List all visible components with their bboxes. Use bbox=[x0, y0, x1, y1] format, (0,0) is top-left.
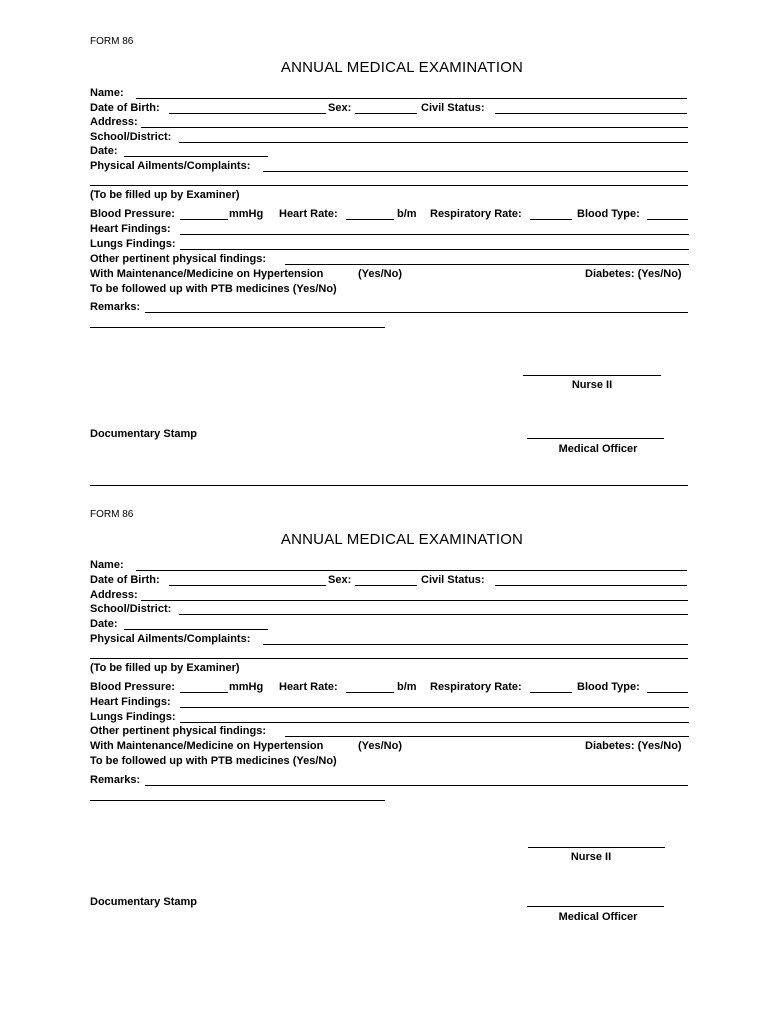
nurse-label: Nurse II bbox=[571, 379, 613, 391]
ailments-label: Physical Ailments/Complaints: bbox=[90, 160, 251, 172]
hypertension-label: With Maintenance/Medicine on Hypertension bbox=[90, 268, 324, 280]
other-findings-field[interactable] bbox=[285, 736, 689, 737]
rr-label: Respiratory Rate: bbox=[430, 208, 522, 220]
civil-status-field[interactable] bbox=[495, 585, 687, 586]
school-label: School/District: bbox=[90, 131, 172, 143]
dob-field[interactable] bbox=[169, 585, 326, 586]
diabetes-label: Diabetes: (Yes/No) bbox=[585, 740, 682, 752]
date-label: Date: bbox=[90, 618, 118, 630]
address-field[interactable] bbox=[141, 127, 688, 128]
sex-field[interactable] bbox=[355, 113, 417, 114]
hr-label: Heart Rate: bbox=[279, 681, 338, 693]
remarks-field-2[interactable] bbox=[90, 327, 385, 328]
civil-status-field[interactable] bbox=[495, 113, 687, 114]
date-label: Date: bbox=[90, 145, 118, 157]
blood-type-label: Blood Type: bbox=[577, 681, 640, 693]
medical-officer-signature-line[interactable] bbox=[527, 438, 664, 439]
address-label: Address: bbox=[90, 116, 138, 128]
form-title: ANNUAL MEDICAL EXAMINATION bbox=[280, 531, 524, 548]
form-divider bbox=[90, 485, 688, 486]
remarks-label: Remarks: bbox=[90, 301, 141, 313]
ptb-row bbox=[90, 283, 690, 297]
nurse-label: Nurse II bbox=[570, 851, 612, 863]
hr-unit: b/m bbox=[397, 681, 417, 693]
dob-field[interactable] bbox=[169, 113, 326, 114]
school-field[interactable] bbox=[179, 142, 688, 143]
form-title: ANNUAL MEDICAL EXAMINATION bbox=[280, 59, 524, 76]
remarks-field[interactable] bbox=[145, 312, 688, 313]
blood-type-label: Blood Type: bbox=[577, 208, 640, 220]
civil-status-label: Civil Status: bbox=[421, 574, 485, 586]
lungs-field[interactable] bbox=[180, 249, 689, 250]
ailments-field[interactable] bbox=[263, 171, 688, 172]
documentary-stamp-label: Documentary Stamp bbox=[90, 896, 197, 908]
bp-field[interactable] bbox=[180, 692, 228, 693]
blood-type-field[interactable] bbox=[647, 219, 688, 220]
ptb-label: To be followed up with PTB medicines (Yes/No) bbox=[90, 283, 337, 295]
hypertension-row bbox=[90, 740, 690, 754]
address-field[interactable] bbox=[141, 600, 688, 601]
address-label: Address: bbox=[90, 589, 138, 601]
hr-label: Heart Rate: bbox=[279, 208, 338, 220]
remarks-label: Remarks: bbox=[90, 774, 141, 786]
remarks-field-2[interactable] bbox=[90, 800, 385, 801]
ptb-label: To be followed up with PTB medicines (Yes/No) bbox=[90, 755, 337, 767]
hypertension-yes-no: (Yes/No) bbox=[358, 740, 403, 752]
ailments-label: Physical Ailments/Complaints: bbox=[90, 633, 251, 645]
other-findings-field[interactable] bbox=[285, 264, 689, 265]
blood-type-field[interactable] bbox=[647, 692, 688, 693]
ailments-field-2[interactable] bbox=[90, 658, 688, 659]
heart-field[interactable] bbox=[180, 234, 689, 235]
other-findings-label: Other pertinent physical findings: bbox=[90, 725, 267, 737]
diabetes-label: Diabetes: (Yes/No) bbox=[585, 268, 682, 280]
hypertension-row bbox=[90, 268, 690, 282]
rr-field[interactable] bbox=[530, 219, 572, 220]
hypertension-label: With Maintenance/Medicine on Hypertension bbox=[90, 740, 324, 752]
school-label: School/District: bbox=[90, 603, 172, 615]
sex-label: Sex: bbox=[328, 102, 352, 114]
ailments-field-2[interactable] bbox=[90, 185, 688, 186]
rr-field[interactable] bbox=[530, 692, 572, 693]
documentary-stamp-label: Documentary Stamp bbox=[90, 428, 197, 440]
examiner-note: (To be filled up by Examiner) bbox=[90, 662, 240, 674]
school-field[interactable] bbox=[179, 614, 688, 615]
hr-unit: b/m bbox=[397, 208, 417, 220]
medical-officer-label: Medical Officer bbox=[558, 911, 638, 923]
ailments-field[interactable] bbox=[263, 644, 688, 645]
civil-status-label: Civil Status: bbox=[421, 102, 485, 114]
hr-field[interactable] bbox=[346, 219, 394, 220]
lungs-field[interactable] bbox=[180, 722, 689, 723]
other-findings-label: Other pertinent physical findings: bbox=[90, 253, 267, 265]
date-field[interactable] bbox=[124, 156, 268, 157]
nurse-signature-line[interactable] bbox=[523, 375, 661, 376]
bp-label: Blood Pressure: bbox=[90, 208, 175, 220]
bp-unit: mmHg bbox=[229, 681, 264, 693]
form-number: FORM 86 bbox=[90, 36, 134, 47]
examiner-note: (To be filled up by Examiner) bbox=[90, 189, 240, 201]
rr-label: Respiratory Rate: bbox=[430, 681, 522, 693]
form-number: FORM 86 bbox=[90, 509, 134, 520]
medical-officer-signature-line[interactable] bbox=[527, 906, 664, 907]
heart-label: Heart Findings: bbox=[90, 223, 171, 235]
medical-officer-label: Medical Officer bbox=[558, 443, 638, 455]
hypertension-yes-no: (Yes/No) bbox=[358, 268, 403, 280]
lungs-label: Lungs Findings: bbox=[90, 711, 176, 723]
heart-label: Heart Findings: bbox=[90, 696, 171, 708]
name-field[interactable] bbox=[136, 570, 687, 571]
hr-field[interactable] bbox=[346, 692, 394, 693]
dob-label: Date of Birth: bbox=[90, 102, 160, 114]
nurse-signature-line[interactable] bbox=[528, 847, 665, 848]
name-label: Name: bbox=[90, 87, 124, 99]
name-label: Name: bbox=[90, 559, 124, 571]
date-field[interactable] bbox=[124, 629, 268, 630]
dob-label: Date of Birth: bbox=[90, 574, 160, 586]
bp-label: Blood Pressure: bbox=[90, 681, 175, 693]
remarks-field[interactable] bbox=[145, 785, 688, 786]
ptb-row bbox=[90, 755, 690, 769]
sex-label: Sex: bbox=[328, 574, 352, 586]
heart-field[interactable] bbox=[180, 707, 689, 708]
bp-unit: mmHg bbox=[229, 208, 264, 220]
sex-field[interactable] bbox=[355, 585, 417, 586]
name-field[interactable] bbox=[136, 98, 687, 99]
bp-field[interactable] bbox=[180, 219, 228, 220]
lungs-label: Lungs Findings: bbox=[90, 238, 176, 250]
